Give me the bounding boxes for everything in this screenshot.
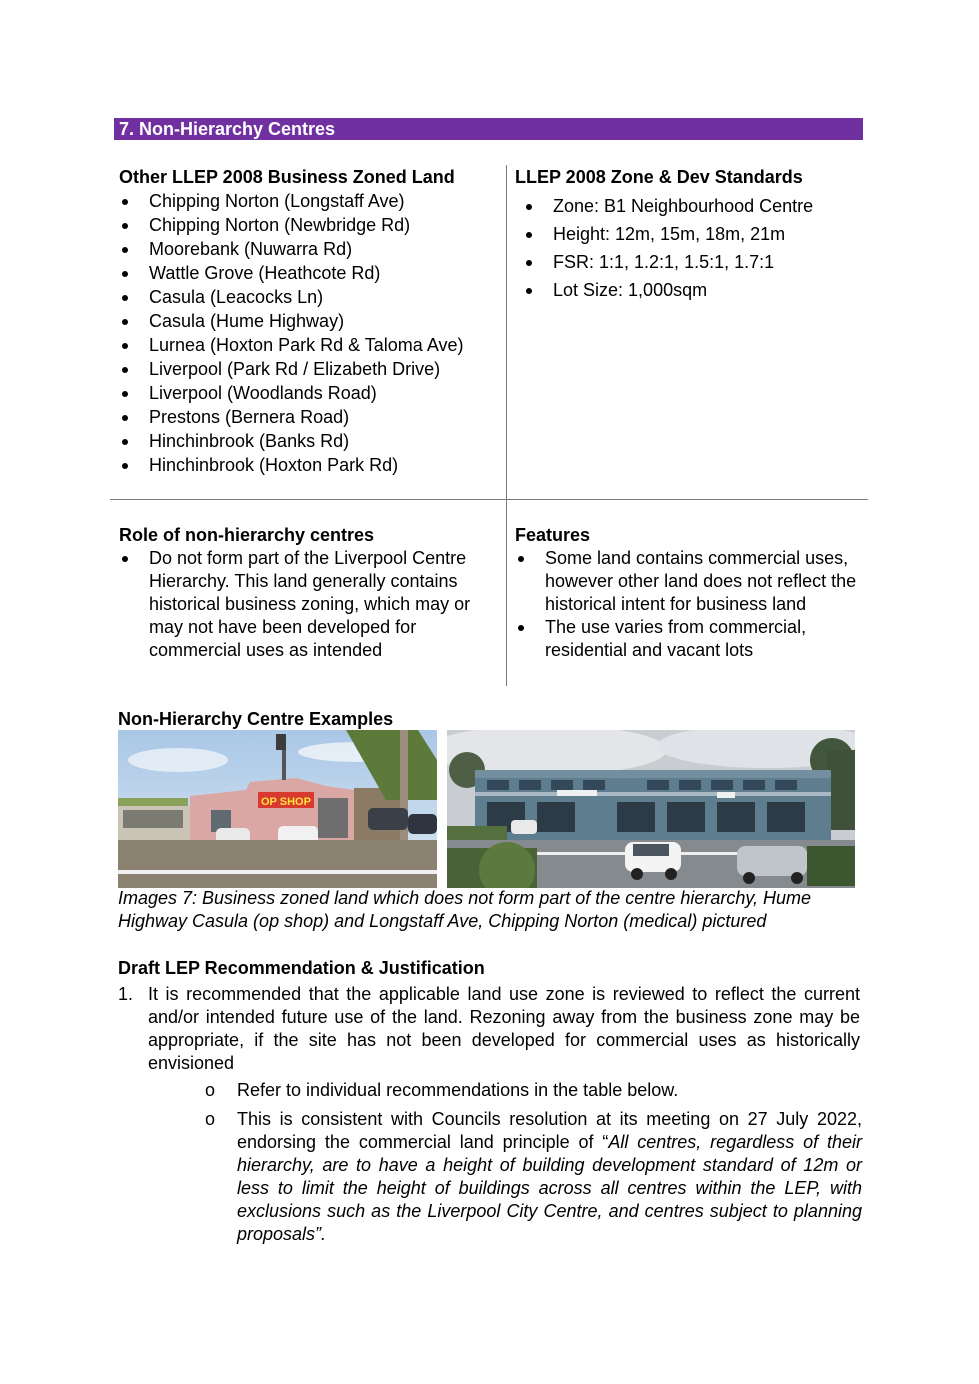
role-cell	[119, 523, 501, 662]
list-item: Wattle Grove (Heathcote Rd)	[119, 261, 504, 285]
list-item: Hinchinbrook (Banks Rd)	[119, 429, 504, 453]
resolution-text: This is consistent with Councils resolution at its meeting on 27 July 2022, endorsing the commercial land principle of “	[237, 1109, 862, 1152]
section-title-band	[114, 118, 863, 140]
list-item: Do not form part of the Liverpool Centre Hierarchy. This land generally contains historical business zoning, which may or may not have been developed for commercial uses as intended	[119, 547, 501, 662]
row-divider	[110, 499, 868, 500]
circle-bullet-icon: o	[205, 1109, 216, 1129]
sub-item-2	[205, 1108, 862, 1246]
sub-item-1	[205, 1079, 862, 1102]
list-item: Prestons (Bernera Road)	[119, 405, 504, 429]
features-heading: Features	[515, 525, 591, 545]
principle-quote: All centres, regardless of their hierarchy, are to have a height of building development standard of 12m or less to limit the height of buildings across all centres within the LEP, with exclusions such as the Liverpool City Centre, and centres subject to planning proposals”.	[237, 1132, 862, 1244]
list-item: Casula (Leacocks Ln)	[119, 285, 504, 309]
list-item: Some land contains commercial uses, however other land does not reflect the historical intent for business land	[515, 547, 860, 616]
list-item: Lot Size: 1,000sqm	[515, 276, 865, 304]
section-title: 7. Non-Hierarchy Centres	[119, 119, 336, 139]
features-cell	[515, 523, 860, 662]
draft-heading: Draft LEP Recommendation & Justification	[118, 958, 485, 978]
list-item: Liverpool (Woodlands Road)	[119, 381, 504, 405]
zoned-land-list	[119, 189, 504, 477]
list-item: Casula (Hume Highway)	[119, 309, 504, 333]
sub-item-text: Refer to individual recommendations in the table below.	[237, 1080, 679, 1100]
list-item: Lurnea (Hoxton Park Rd & Taloma Ave)	[119, 333, 504, 357]
examples-heading: Non-Hierarchy Centre Examples	[118, 709, 394, 729]
circle-bullet-icon: o	[205, 1080, 216, 1100]
standards-cell	[515, 165, 865, 304]
medical-centre-photo	[447, 730, 855, 888]
role-heading: Role of non-hierarchy centres	[119, 525, 375, 545]
list-item: Chipping Norton (Longstaff Ave)	[119, 189, 504, 213]
column-divider-top	[506, 165, 507, 499]
recommendation-1	[118, 983, 860, 1075]
list-item: The use varies from commercial, residential and vacant lots	[515, 616, 860, 662]
column-divider-bottom	[506, 500, 507, 686]
zoned-land-cell	[119, 165, 504, 477]
sub-item-text	[237, 1108, 862, 1246]
list-item: Hinchinbrook (Hoxton Park Rd)	[119, 453, 504, 477]
list-item: Height: 12m, 15m, 18m, 21m	[515, 220, 865, 248]
list-item: Chipping Norton (Newbridge Rd)	[119, 213, 504, 237]
op-shop-photo	[118, 730, 437, 888]
list-item: Liverpool (Park Rd / Elizabeth Drive)	[119, 357, 504, 381]
shop-sign-text: OP SHOP	[261, 796, 311, 808]
images-caption: Images 7: Business zoned land which does not form part of the centre hierarchy, Hume Highway Casula (op shop) and Longstaff Ave, Chipping Norton (medical) pictured	[118, 888, 812, 931]
list-item: FSR: 1:1, 1.2:1, 1.5:1, 1.7:1	[515, 248, 865, 276]
recommendation-text: It is recommended that the applicable land use zone is reviewed to reflect the current and/or intended future use of the land. Rezoning away from the business zone may be appropriate, if the site has not been developed for commercial uses as historically envisioned	[148, 984, 860, 1073]
standards-list	[515, 192, 865, 304]
zoned-land-heading: Other LLEP 2008 Business Zoned Land	[119, 167, 455, 187]
recommendation-number: 1.	[118, 984, 134, 1004]
standards-heading: LLEP 2008 Zone & Dev Standards	[515, 167, 803, 187]
role-list	[119, 547, 501, 662]
list-item: Moorebank (Nuwarra Rd)	[119, 237, 504, 261]
list-item: Zone: B1 Neighbourhood Centre	[515, 192, 865, 220]
features-list	[515, 547, 860, 662]
